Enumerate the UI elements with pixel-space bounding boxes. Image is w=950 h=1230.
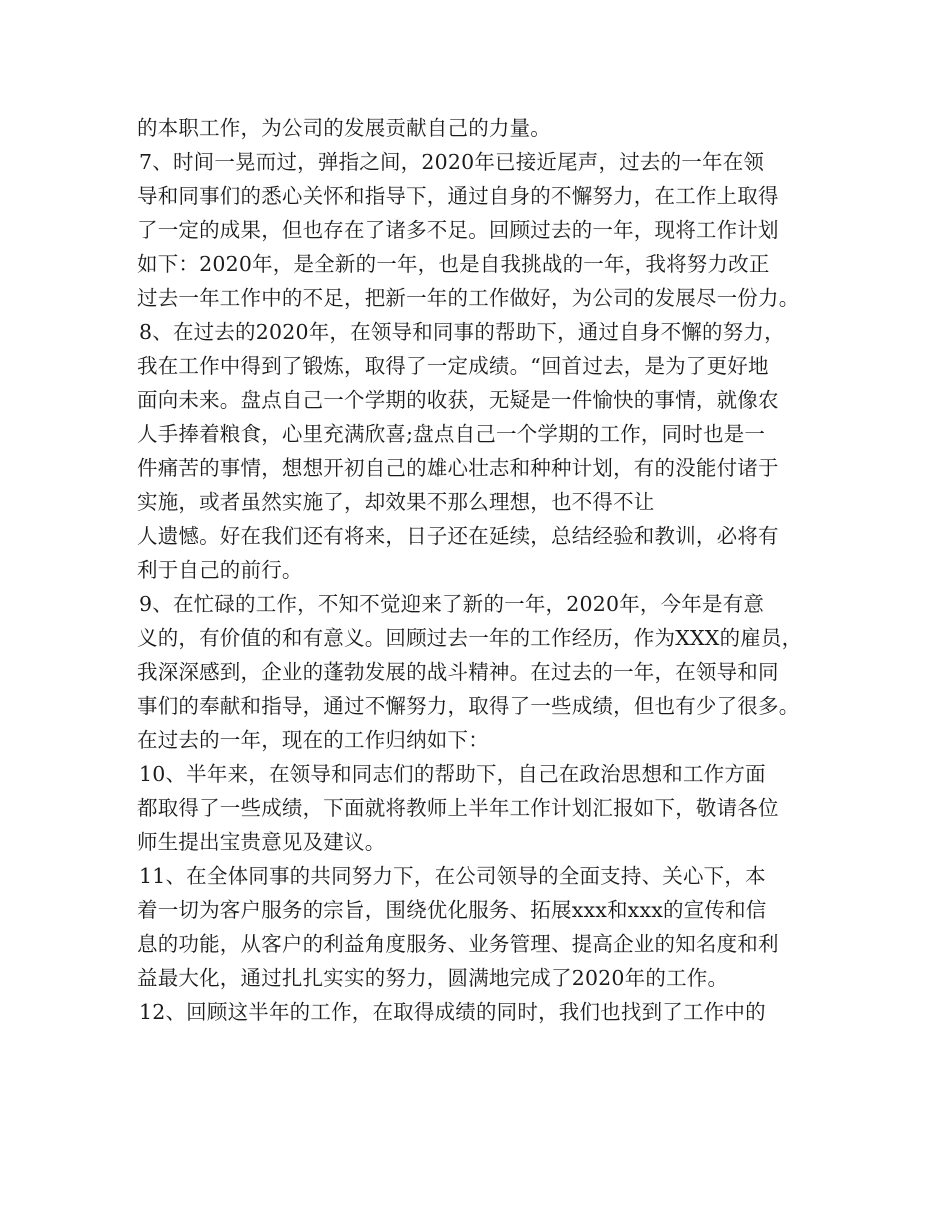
text-line: 件痛苦的事情，想想开初自己的雄心壮志和种种计划，有的没能付诸于 xyxy=(137,456,779,480)
text-line: 着一切为客户服务的宗旨，围绕优化服务、拓展xxx和xxx的宣传和信 xyxy=(137,898,767,922)
text-line: 息的功能，从客户的利益角度服务、业务管理、提高企业的知名度和利 xyxy=(137,932,779,956)
text-line: 面向未来。盘点自己一个学期的收获，无疑是一件愉快的事情，就像农 xyxy=(137,388,779,412)
text-line: 我在工作中得到了锻炼，取得了一定成绩。“回首过去，是为了更好地 xyxy=(137,354,769,378)
text-line: 9、在忙碌的工作，不知不觉迎来了新的一年，2020年，今年是有意 xyxy=(139,592,765,616)
text-line: 在过去的一年，现在的工作归纳如下： xyxy=(137,728,489,752)
text-line: 如下：2020年，是全新的一年，也是自我挑战的一年，我将努力改正 xyxy=(137,252,770,276)
text-line: 事们的奉献和指导，通过不懈努力，取得了一些成绩，但也有少了很多。 xyxy=(137,694,800,718)
text-line: 8、在过去的2020年，在领导和同事的帮助下，通过自身不懈的努力， xyxy=(139,320,785,344)
text-line: 导和同事们的悉心关怀和指导下，通过自身的不懈努力，在工作上取得 xyxy=(137,184,779,208)
text-line: 过去一年工作中的不足，把新一年的工作做好，为公司的发展尽一份力。 xyxy=(137,286,800,310)
text-line: 了一定的成果，但也存在了诸多不足。回顾过去的一年，现将工作计划 xyxy=(137,218,779,242)
text-line: 利于自己的前行。 xyxy=(137,558,303,582)
text-line: 10、半年来，在领导和同志们的帮助下，自己在政治思想和工作方面 xyxy=(139,762,766,786)
text-line: 的本职工作，为公司的发展贡献自己的力量。 xyxy=(137,116,551,140)
text-line: 12、回顾这半年的工作，在取得成绩的同时，我们也找到了工作中的 xyxy=(139,1000,766,1024)
text-line: 人遗憾。好在我们还有将来，日子还在延续，总结经验和教训，必将有 xyxy=(137,524,779,548)
text-line: 7、时间一晃而过，弹指之间，2020年已接近尾声，过去的一年在领 xyxy=(139,150,765,174)
text-line: 都取得了一些成绩，下面就将教师上半年工作计划汇报如下，敬请各位 xyxy=(137,796,779,820)
text-line: 人手捧着粮食，心里充满欣喜;盘点自己一个学期的工作，同时也是一 xyxy=(137,422,766,446)
text-line: 义的，有价值的和有意义。回顾过去一年的工作经历，作为XXX的雇员， xyxy=(137,626,803,650)
text-line: 11、在全体同事的共同努力下，在公司领导的全面支持、关心下，本 xyxy=(139,864,766,888)
text-line: 实施，或者虽然实施了，却效果不那么理想，也不得不让 xyxy=(137,490,655,514)
text-line: 我深深感到，企业的蓬勃发展的战斗精神。在过去的一年，在领导和同 xyxy=(137,660,779,684)
text-line: 益最大化，通过扎扎实实的努力，圆满地完成了2020年的工作。 xyxy=(137,966,729,990)
text-line: 师生提出宝贵意见及建议。 xyxy=(137,830,386,854)
